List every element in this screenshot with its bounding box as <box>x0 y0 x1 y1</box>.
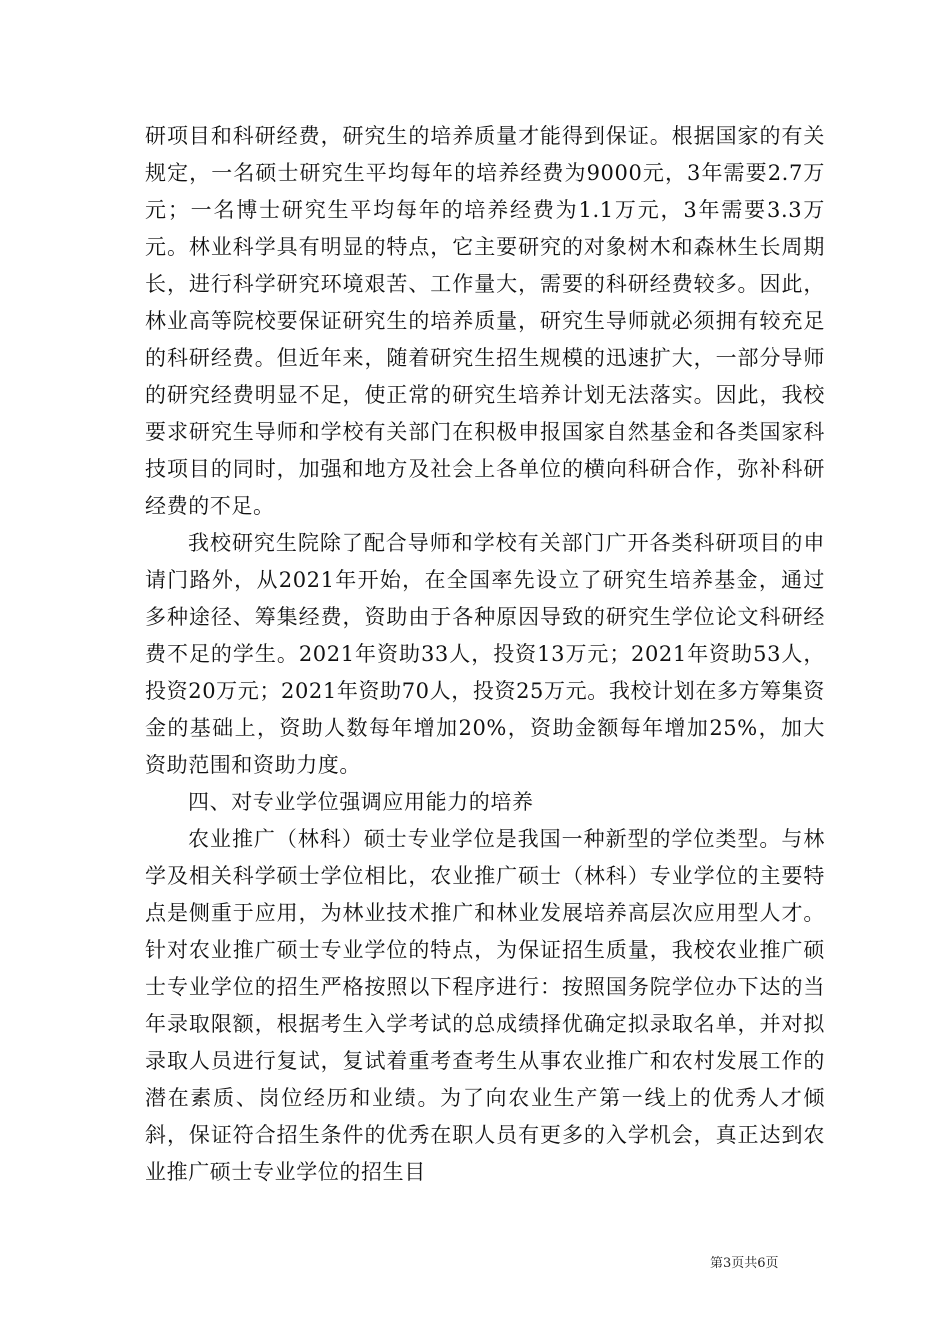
section-heading: 四、对专业学位强调应用能力的培养 <box>188 790 534 814</box>
page-footer <box>710 1255 810 1273</box>
page-number: 第3页共6页 <box>710 1256 779 1271</box>
document-body <box>145 118 825 1191</box>
paragraph-funding-requirements: 研项目和科研经费，研究生的培养质量才能得到保证。根据国家的有关规定，一名硕士研究生平均每年的培养经费为9000元，3年需要2.7万元；一名博士研究生平均每年的培养经费为1.1万元，3年需要3.3万元。林业科学具有明显的特点，它主要研究的对象树木和森林生长周期长，进行科学研究环境艰苦、工作量大，需要的科研经费较多。因此，林业高等院校要保证研究生的培养质量，研究生导师就必须拥有较充足的科研经费。但近年来，随着研究生招生规模的迅速扩大，一部分导师的研究经费明显不足，使正常的研究生培养计划无法落实。因此，我校要求研究生导师和学校有关部门在积极申报国家自然基金和各类国家科技项目的同时，加强和地方及社会上各单位的横向科研合作，弥补科研经费的不足。 <box>145 124 825 518</box>
paragraph-training-fund: 我校研究生院除了配合导师和学校有关部门广开各类科研项目的申请门路外，从2021年开始，在全国率先设立了研究生培养基金，通过多种途径、筹集经费，资助由于各种原因导致的研究生学位论文科研经费不足的学生。2021年资助33人，投资13万元；2021年资助53人，投资20万元；2021年资助70人，投资25万元。我校计划在多方筹集资金的基础上，资助人数每年增加20%，资助金额每年增加25%，加大资助范围和资助力度。 <box>145 531 825 777</box>
paragraph-professional-degree: 农业推广（林科）硕士专业学位是我国一种新型的学位类型。与林学及相关科学硕士学位相比，农业推广硕士（林科）专业学位的主要特点是侧重于应用，为林业技术推广和林业发展培养高层次应用型人才。针对农业推广硕士专业学位的特点，为保证招生质量，我校农业推广硕士专业学位的招生严格按照以下程序进行：按照国务院学位办下达的当年录取限额，根据考生入学考试的总成绩择优确定拟录取名单，并对拟录取人员进行复试，复试着重考查考生从事农业推广和农村发展工作的潜在素质、岗位经历和业绩。为了向农业生产第一线上的优秀人才倾斜，保证符合招生条件的优秀在职人员有更多的入学机会，真正达到农业推广硕士专业学位的招生目 <box>145 827 825 1184</box>
